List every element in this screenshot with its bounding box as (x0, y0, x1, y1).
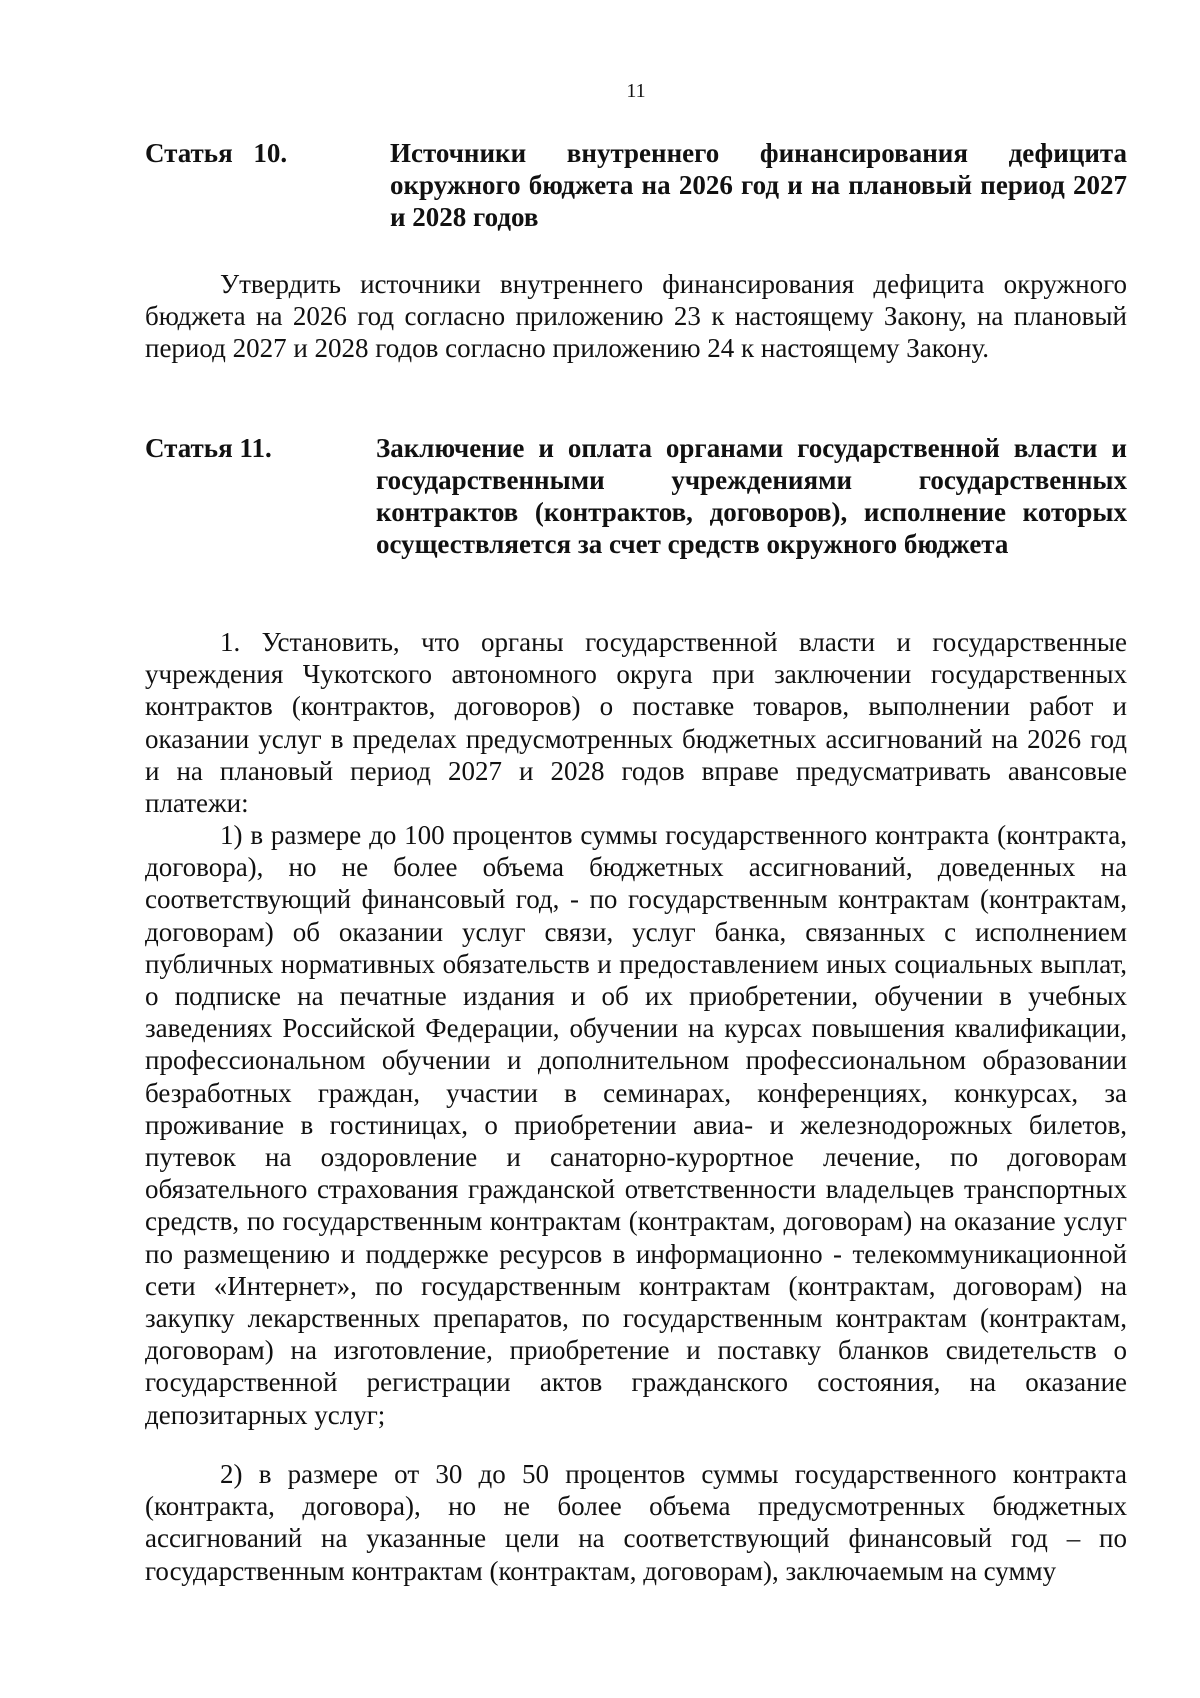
article-11-paragraph-1: 1. Установить, что органы государственной власти и государственные учреждения Чукотского автономного округа при заключении государственных контрактов (контрактов, договоров) о поставке товаров, выполнении работ и оказании услуг в пределах предусмотренных бюджетных ассигнований на 2026 год и на плановый период 2027 и 2028 годов вправе предусматривать авансовые платежи: (145, 627, 1127, 819)
article-10-label: Статья 10. (145, 138, 288, 168)
page-number: 11 (626, 80, 646, 102)
article-10-heading (145, 137, 1127, 233)
article-11-heading (145, 432, 1127, 560)
article-10-body: Утвердить источники внутреннего финансирования дефицита окружного бюджета на 2026 год согласно приложению 23 к настоящему Закону, на плановый период 2027 и 2028 годов согласно приложению 24 к настоящему Закону. (145, 269, 1127, 364)
article-11-item-2: 2) в размере от 30 до 50 процентов суммы государственного контракта (контракта, договора), но не более объема предусмотренных бюджетных ассигнований на указанные цели на соответствующий финансовый год – по государственным контрактам (контрактам, договорам), заключаемым на сумму (145, 1459, 1127, 1586)
article-11-title: Заключение и оплата органами государственной власти и государственными учреждениями государственных контрактов (контрактов, договоров), исполнение которых осуществляется за счет средств окружного бюджета (376, 433, 1127, 559)
article-10-title: Источники внутреннего финансирования дефицита окружного бюджета на 2026 год и на плановый период 2027 и 2028 годов (390, 138, 1127, 232)
article-11-label: Статья 11. (145, 433, 272, 463)
article-11-item-1: 1) в размере до 100 процентов суммы государственного контракта (контракта, договора), но не более объема бюджетных ассигнований, доведенных на соответствующий финансовый год, - по государственным контрактам (контрактам, договорам) об оказании услуг связи, услуг банка, связанных с исполнением публичных нормативных обязательств и предоставлением иных социальных выплат, о подписке на печатные издания и об их приобретении, обучении в учебных заведениях Российской Федерации, обучении на курсах повышения квалификации, профессиональном обучении и дополнительном профессиональном образовании безработных граждан, участии в семинарах, конференциях, конкурсах, за проживание в гостиницах, о приобретении авиа- и железнодорожных билетов, путевок на оздоровление и санаторно-курортное лечение, по договорам обязательного страхования гражданской ответственности владельцев транспортных средств, по государственным контрактам (контрактам, договорам) на оказание услуг по размещению и поддержке ресурсов в информационно - телекоммуникационной сети «Интернет», по государственным контрактам (контрактам, договорам) на закупку лекарственных препаратов, по государственным контрактам (контрактам, договорам) на изготовление, приобретение и поставку бланков свидетельств о государственной регистрации актов гражданского состояния, на оказание депозитарных услуг; (145, 820, 1127, 1430)
